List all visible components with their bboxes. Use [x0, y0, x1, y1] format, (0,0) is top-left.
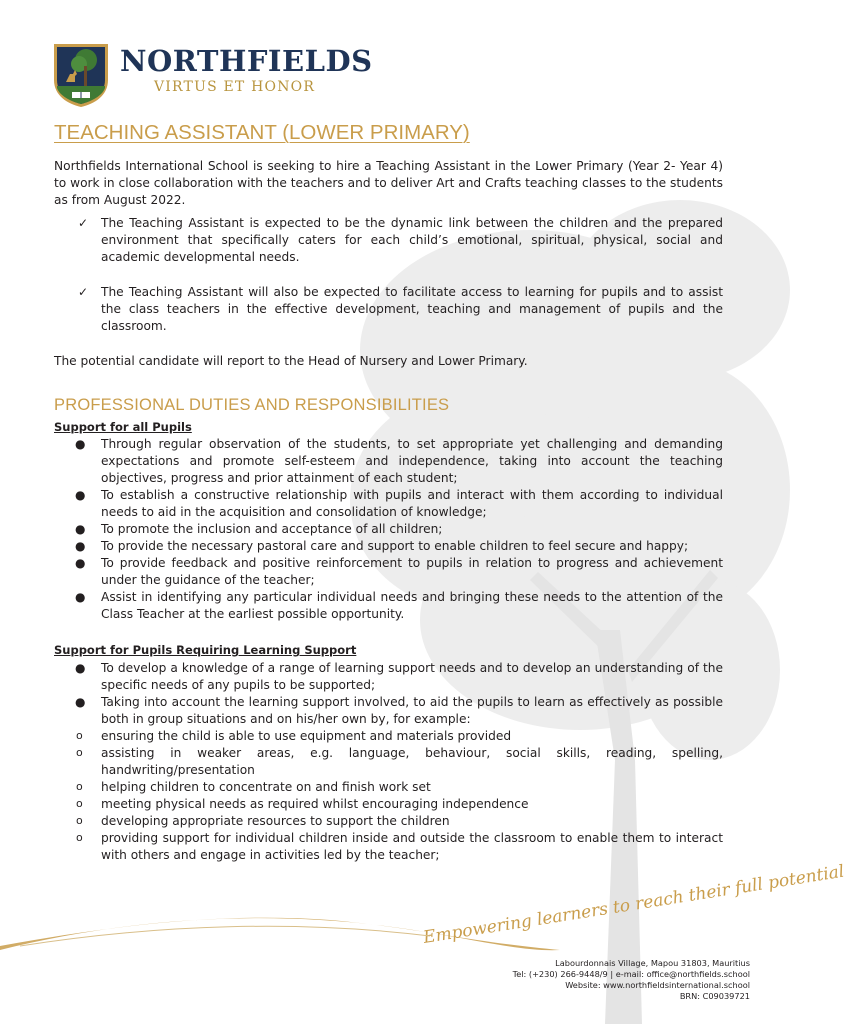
- bullet-icon: ●: [75, 661, 86, 675]
- list-item-text: Assist in identifying any particular individual needs and bringing these needs to the attention of the Class Teacher at the earliest possible opportunity.: [101, 590, 723, 621]
- learning-support-list: [54, 660, 723, 864]
- check-list: [54, 215, 723, 266]
- circle-bullet-icon: o: [76, 780, 83, 793]
- intro-paragraph: Northfields International School is seeking to hire a Teaching Assistant in the Lower Primary (Year 2- Year 4) to work in close collaboration with the teachers and to deliver Art and Crafts teaching classes to the students as from August 2022.: [54, 159, 723, 207]
- check-item-text: The Teaching Assistant will also be expected to facilitate access to learning for pupils and to assist the class teachers in the effective development, teaching and management of pupils and the classroom.: [101, 285, 723, 333]
- list-item-text: To provide feedback and positive reinforcement to pupils in relation to progress and achievement under the guidance of the teacher;: [101, 556, 723, 587]
- bullet-icon: ●: [75, 695, 86, 709]
- list-item-text: To promote the inclusion and acceptance of all children;: [101, 522, 443, 536]
- circle-bullet-icon: o: [76, 797, 83, 810]
- footer-contact: [390, 958, 750, 1002]
- list-item-text: developing appropriate resources to support the children: [101, 814, 450, 828]
- bullet-icon: ●: [75, 539, 86, 553]
- list-item: [54, 538, 723, 555]
- bullet-icon: ●: [75, 522, 86, 536]
- list-item: [54, 436, 723, 487]
- section-heading: PROFESSIONAL DUTIES AND RESPONSIBILITIES: [54, 396, 450, 414]
- list-item-text: To provide the necessary pastoral care and support to enable children to feel secure and happy;: [101, 539, 689, 553]
- bullet-icon: ●: [75, 556, 86, 570]
- brand-name: NORTHFIELDS: [120, 44, 373, 78]
- list-item: [54, 555, 723, 589]
- support-all-list: [54, 436, 723, 623]
- list-item: [54, 813, 723, 830]
- list-item-text: helping children to concentrate on and finish work set: [101, 780, 431, 794]
- checkmark-icon: ✓: [78, 285, 89, 299]
- check-item-text: The Teaching Assistant is expected to be the dynamic link between the children and the prepared environment that specifically caters for each child’s emotional, spiritual, physical, social and academic developmental needs.: [101, 216, 723, 264]
- list-item-text: ensuring the child is able to use equipment and materials provided: [101, 729, 512, 743]
- list-item-text: meeting physical needs as required whilst encouraging independence: [101, 797, 529, 811]
- list-item: [54, 589, 723, 623]
- bullet-icon: ●: [75, 488, 86, 502]
- subheading-support-all: Support for all Pupils: [54, 420, 192, 434]
- list-item-text: Through regular observation of the students, to set appropriate yet challenging and demanding expectations and promote self-esteem and independence, taking into account the teaching objectives, progress and prior attainment of each student;: [101, 437, 723, 485]
- brand-motto: VIRTUS ET HONOR: [154, 79, 316, 95]
- list-item-text: Taking into account the learning support involved, to aid the pupils to learn as effectively as possible both in group situations and on his/her own by, for example:: [101, 695, 723, 726]
- list-item: [54, 830, 723, 864]
- list-item: [54, 728, 723, 745]
- footer-brn: BRN: C09039721: [679, 991, 750, 1001]
- footer-slogan: Empowering learners to reach their full potential: [421, 861, 846, 948]
- list-item: [54, 779, 723, 796]
- list-item: [54, 745, 723, 779]
- bullet-icon: ●: [75, 437, 86, 451]
- check-item: [54, 215, 723, 266]
- list-item-text: To establish a constructive relationship with pupils and interact with them according to individual needs to aid in the acquisition and consolidation of knowledge;: [101, 488, 723, 519]
- subheading-learning-support: Support for Pupils Requiring Learning Support: [54, 643, 357, 657]
- bullet-icon: ●: [75, 590, 86, 604]
- list-item: [54, 660, 723, 694]
- circle-bullet-icon: o: [76, 746, 83, 759]
- list-item-text: assisting in weaker areas, e.g. language, behaviour, social skills, reading, spelling, handwriting/presentation: [101, 746, 723, 777]
- circle-bullet-icon: o: [76, 831, 83, 844]
- footer-phone-email: Tel: (+230) 266-9448/9 | e-mail: office@northfields.school: [512, 969, 750, 979]
- check-item: [54, 284, 723, 335]
- footer-address: Labourdonnais Village, Mapou 31803, Mauritius: [555, 958, 750, 968]
- list-item-text: To develop a knowledge of a range of learning support needs and to develop an understanding of the specific needs of any pupils to be supported;: [101, 661, 723, 692]
- checkmark-icon: ✓: [78, 216, 89, 230]
- circle-bullet-icon: o: [76, 729, 83, 742]
- list-item-text: providing support for individual children inside and outside the classroom to enable them to interact with others and engage in activities led by the teacher;: [101, 831, 723, 862]
- report-line: The potential candidate will report to the Head of Nursery and Lower Primary.: [54, 354, 528, 368]
- circle-bullet-icon: o: [76, 814, 83, 827]
- footer-website: Website: www.northfieldsinternational.school: [565, 980, 750, 990]
- check-list: [54, 284, 723, 335]
- list-item: [54, 796, 723, 813]
- job-title: TEACHING ASSISTANT (LOWER PRIMARY): [54, 121, 470, 144]
- list-item: [54, 487, 723, 521]
- list-item: [54, 521, 723, 538]
- school-crest-logo: [52, 42, 110, 108]
- list-item: [54, 694, 723, 728]
